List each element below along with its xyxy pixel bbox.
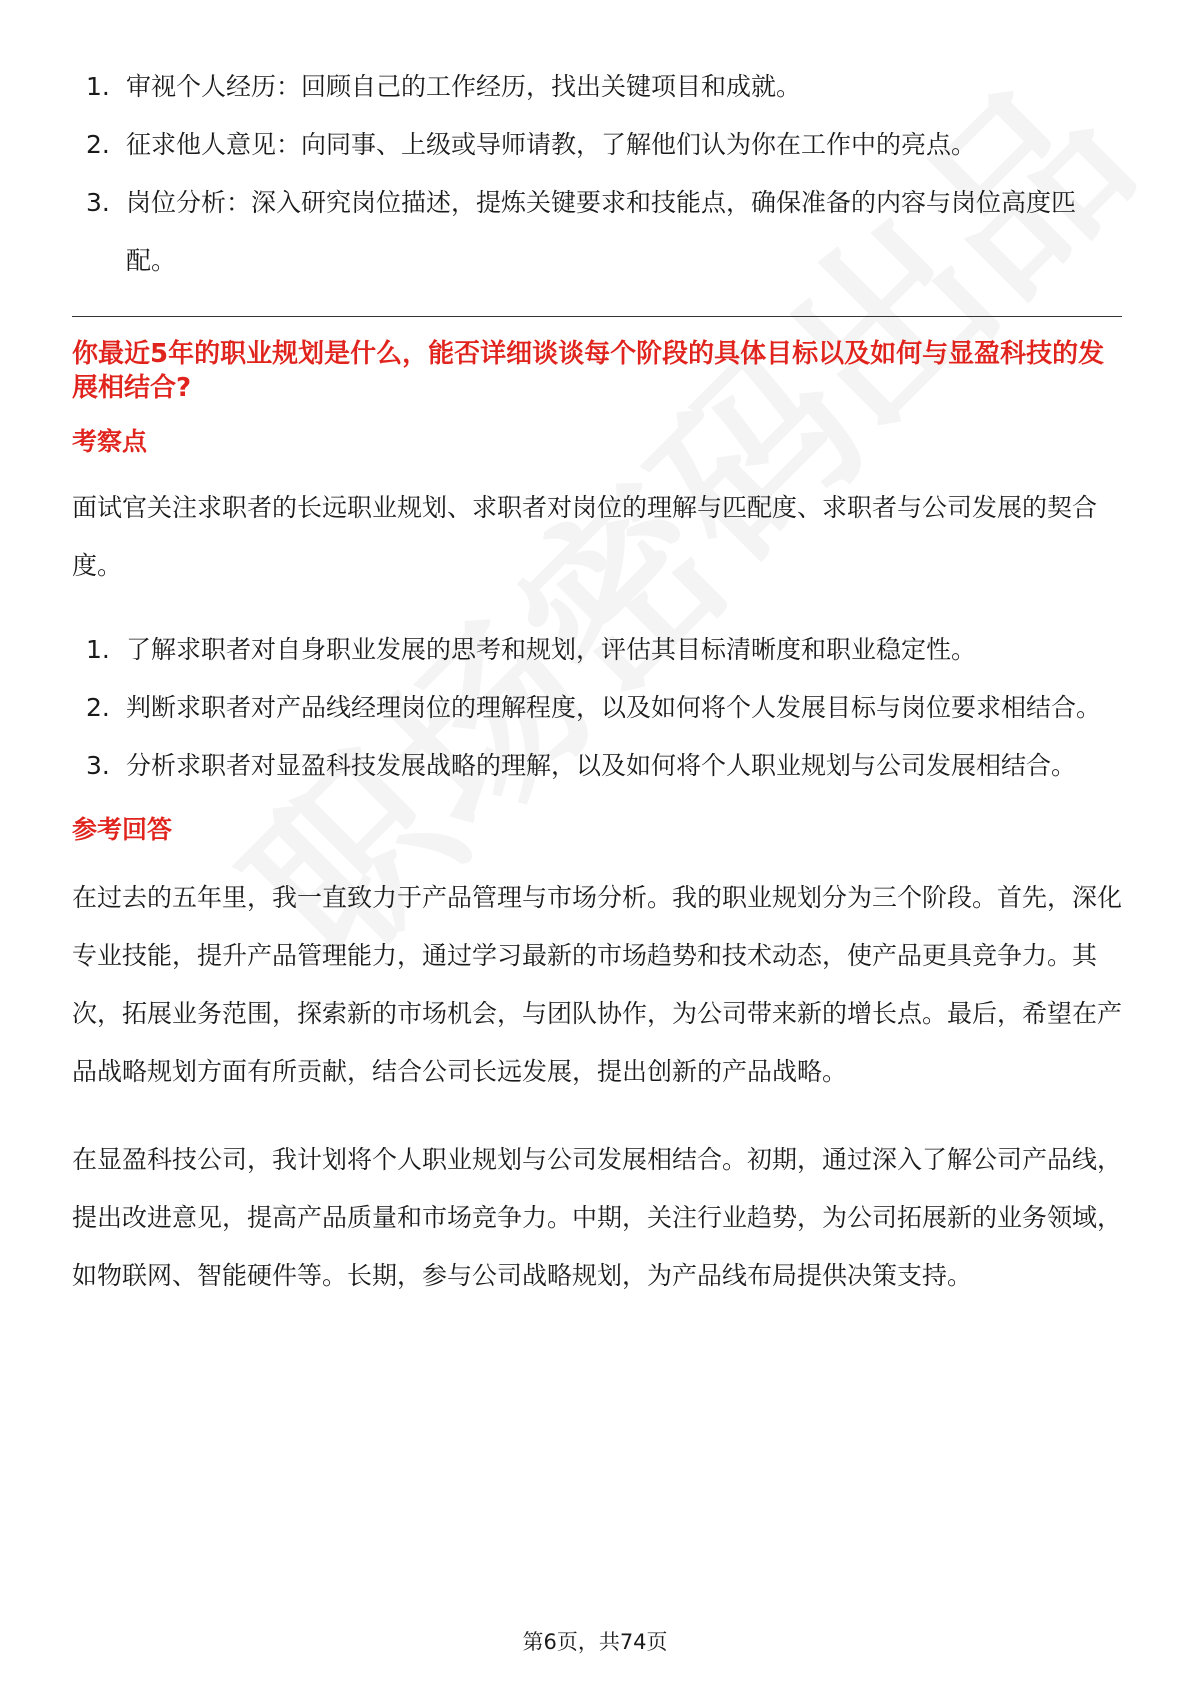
list-item-text: 分析求职者对显盈科技发展战略的理解，以及如何将个人职业规划与公司发展相结合。: [126, 751, 1077, 780]
list-item: [72, 174, 1122, 290]
top-list: [72, 58, 1122, 290]
list-item-number: 1.: [86, 635, 110, 664]
list-item-number: 3.: [86, 188, 110, 217]
page-number-footer: 第6页，共74页: [522, 1630, 668, 1654]
list-item-text: 判断求职者对产品线经理岗位的理解程度，以及如何将个人发展目标与岗位要求相结合。: [126, 693, 1102, 722]
list-item: [72, 679, 1122, 737]
list-item: [72, 737, 1122, 795]
focus-intro: 面试官关注求职者的长远职业规划、求职者对岗位的理解与匹配度、求职者与公司发展的契合度。: [72, 493, 1098, 580]
focus-list: [72, 621, 1122, 795]
list-item-text: 审视个人经历：回顾自己的工作经历，找出关键项目和成就。: [126, 72, 802, 101]
page-content: [72, 58, 1122, 1305]
list-item: [72, 116, 1122, 174]
list-item-text: 征求他人意见：向同事、上级或导师请教，了解他们认为你在工作中的亮点。: [126, 130, 977, 159]
list-item: [72, 621, 1122, 679]
list-item-number: 2.: [86, 693, 110, 722]
interview-question: 你最近5年的职业规划是什么，能否详细谈谈每个阶段的具体目标以及如何与显盈科技的发展相结合?: [72, 339, 1105, 403]
list-item-text: 岗位分析：深入研究岗位描述，提炼关键要求和技能点，确保准备的内容与岗位高度匹配。: [126, 188, 1077, 275]
list-item-number: 2.: [86, 130, 110, 159]
answer-paragraph: 在显盈科技公司，我计划将个人职业规划与公司发展相结合。初期，通过深入了解公司产品线，提出改进意见，提高产品质量和市场竞争力。中期，关注行业趋势，为公司拓展新的业务领域，如物联网、智能硬件等。长期，参与公司战略规划，为产品线布局提供决策支持。: [72, 1145, 1123, 1290]
answer-paragraph: 在过去的五年里，我一直致力于产品管理与市场分析。我的职业规划分为三个阶段。首先，深化专业技能，提升产品管理能力，通过学习最新的市场趋势和技术动态，使产品更具竞争力。其次，拓展业务范围，探索新的市场机会，与团队协作，为公司带来新的增长点。最后，希望在产品战略规划方面有所贡献，结合公司长远发展，提出创新的产品战略。: [72, 883, 1123, 1086]
list-item-text: 了解求职者对自身职业发展的思考和规划，评估其目标清晰度和职业稳定性。: [126, 635, 977, 664]
list-item: [72, 58, 1122, 116]
answer-heading: 参考回答: [72, 815, 173, 844]
list-item-number: 1.: [86, 72, 110, 101]
focus-heading: 考察点: [72, 427, 148, 456]
section-divider: [72, 316, 1122, 317]
list-item-number: 3.: [86, 751, 110, 780]
